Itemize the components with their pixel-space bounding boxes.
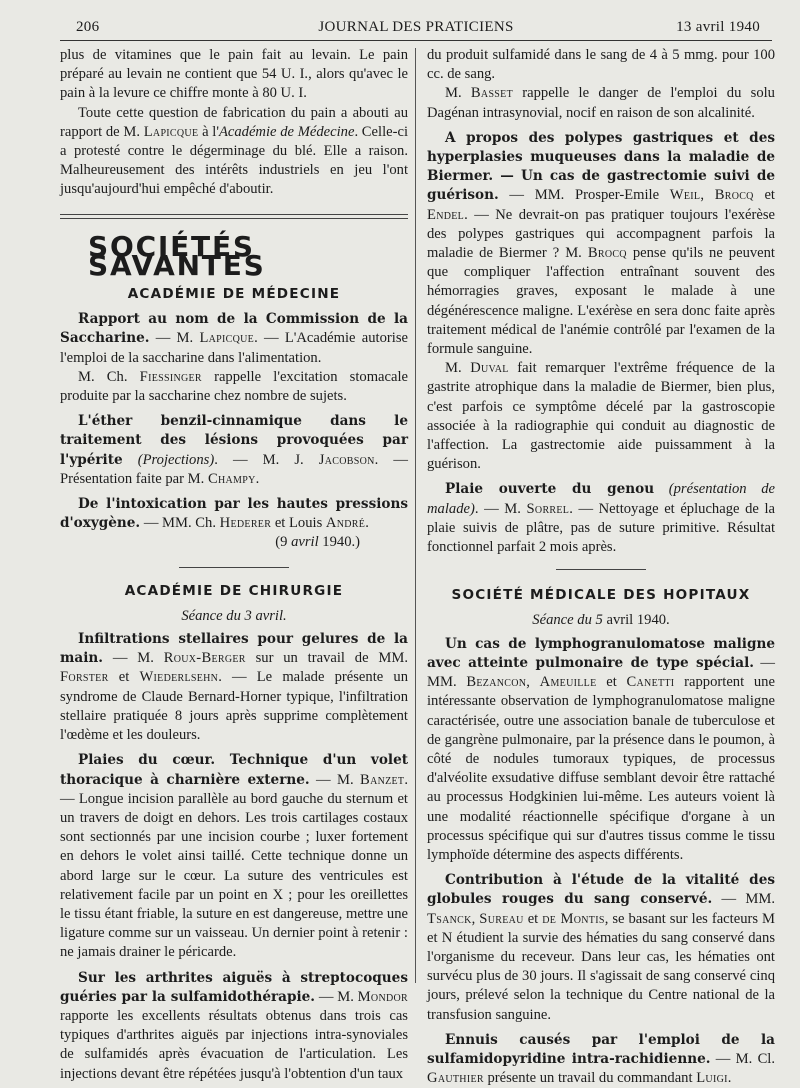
- right-column: [427, 46, 775, 1088]
- intro-paragraph-2: Toute cette question de fabrication du pain a abouti au rapport de M. Lapicque à l'Académie de Médecine. Celle-ci a protesté contre le dégerminage du blé. Elle a raison. Malheureusement des intérêts industriels en jeu l'ont jusqu'aujourd'hui empêché d'aboutir.: [60, 104, 408, 198]
- article-plaies-coeur: Plaies du cœur. Technique d'un volet thoracique à charnière externe. — M. Banzet. — Longue incision parallèle au bord gauche du sternum et un travers de doigt en dehors. Les trois cartilages costaux sont sectionnés par une incision courbe ; luxer fortement en dehors le volet ainsi taillé. Cette technique donne un abord large sur le cœur. La suture des ventricules est relativement facile par un point en X ; pour les oreillettes le tissu étant friable, la suture en est dangereuse, mettre une ligature comme sur un vaisseau. Un dernier point à retenir : ne jamais drainer le péricarde.: [60, 752, 408, 961]
- short-rule: [556, 569, 646, 570]
- article-intoxication: De l'intoxication par les hautes pressions d'oxygène. — MM. Ch. Hederer et Louis André.: [60, 496, 408, 532]
- continued-paragraph: du produit sulfamidé dans le sang de 4 à 5 mmg. pour 100 cc. de sang.: [427, 47, 775, 83]
- article-basset: M. Basset rappelle le danger de l'emploi du solu Dagénan intrasynovial, nocif en raison de son alcalinité.: [427, 85, 775, 121]
- article-polypes: A propos des polypes gastriques et des hyperplasies muqueuses dans la maladie de Biermer. — Un cas de gastrectomie suivi de guérison. — MM. Prosper-Emile Weil, Brocq et Endel. — Ne devrait-on pas pratiquer toujours l'exérèse des polypes gastriques qui accompagnent parfois la maladie de Biermer ? M. Brocq pense qu'ils ne peuvent que compliquer l'affection entraînant souvent des hémorragies graves, exposant le malade à une dégénérescence maligne. L'exérèse en sera donc faite après traitement médical de l'anémie contrôlé par l'examen de la formule sanguine.: [427, 129, 775, 358]
- article-genou: Plaie ouverte du genou (présentation de malade). — M. Sorrel. — Nettoyage et épluchage de la plaie suivis de plâtre, pas de suture primitive. Résultat fonctionnel parfait 2 mois après.: [427, 481, 775, 556]
- section-title: SOCIÉTÉS SAVANTES: [88, 229, 266, 282]
- article-saccharine: Rapport au nom de la Commission de la Saccharine. — M. Lapicque. — L'Académie autorise l'emploi de la saccharine dans l'alimentation.: [60, 311, 408, 366]
- seance-date: Séance du 5 avril 1940.: [532, 612, 670, 629]
- author-name: Lapicque: [143, 123, 199, 140]
- left-column: [60, 46, 408, 1084]
- article-lymphogranulomatose: Un cas de lymphogranulomatose maligne avec atteinte pulmonaire de type spécial. — MM. Bezancon, Ameuille et Canetti rapportent une intéressante observation de lymphogranulomatose maligne caractérisée, outre une association banale de tuberculose et de gangrène pulmonaire, par la présence dans le poumon, à côté de nodules tumoraux typiques, de processus d'alvéolite exsudative diffuse semblant devoir être rattaché au processus Hodgkinien lui-même. Les auteurs voient là une modalité réactionnelle spécifique d'organe à un processus spécifique qui sur d'autres tissus comme le tissu lymphoïde détermine des aspects différents.: [427, 635, 775, 863]
- page-header: [60, 16, 772, 41]
- heading-academie-medecine: ACADÉMIE DE MÉDECINE: [127, 286, 341, 303]
- article-ether: L'éther benzil-cinnamique dans le traitement des lésions provoquées par l'ypérite (Projections). — M. J. Jacobson. — Présentation faite par M. Champy.: [60, 413, 408, 487]
- short-rule: [179, 567, 289, 568]
- column-divider: [415, 48, 416, 983]
- double-rule-divider: [60, 214, 408, 219]
- issue-date: 13 avril 1940: [676, 19, 760, 35]
- intro-paragraph-1: plus de vitamines que le pain fait au levain. Le pain préparé au levain ne contient que 54 U. I., alors qu'avec le pain à la levure ce chiffre monte à 80 U. I.: [60, 47, 408, 102]
- article-fiessinger: M. Ch. Fiessinger rappelle l'excitation stomacale produite par la saccharine chez nombre de sujets.: [60, 368, 409, 405]
- article-arthrites: Sur les arthrites aiguës à streptocoques guéries par la sulfamidothérapie. — M. Mondor rapporte les excellents résultats obtenus dans trois cas typiques d'arthrites aiguës par injections intra-synoviales de sulfamidés après évacuation de l'articulation. Les injections devant être répétées jusqu'à l'obtention d'un taux: [60, 969, 408, 1082]
- article-infiltrations: Infiltrations stellaires pour gelures de la main. — M. Roux-Berger sur un travail de MM. Forster et Wiederlsehn. — Le malade présente un syndrome de Claude Bernard-Horner typique, l'infiltration stellaire pratiquée 8 jours après supprime complètement l'œdème et les douleurs.: [60, 631, 408, 744]
- heading-academie-chirurgie: ACADÉMIE DE CHIRURGIE: [124, 582, 344, 599]
- journal-title: JOURNAL DES PRATICIENS: [318, 19, 514, 35]
- seance-date: Séance du 3 avril.: [181, 607, 287, 624]
- page-number: 206: [76, 19, 100, 35]
- heading-societe-medicale: SOCIÉTÉ MÉDICALE DES HOPITAUX: [451, 587, 751, 604]
- article-sulfamidopyridine: Ennuis causés par l'emploi de la sulfamidopyridine intra-rachidienne. — M. Cl. Gauthier présente un travail du commandant Luigi.: [427, 1031, 776, 1087]
- article-duval: M. Duval fait remarquer l'extrême fréquence de la gastrite atrophique dans la maladie de Biermer, bien plus, c'est parfois ce symptôme décelé par la gastroscopie associée à la radiographie qui conduit au diagnostic de l'affection. La gastrectomie aide puissamment à la guérison.: [427, 360, 775, 473]
- session-date: (9 avril 1940.): [275, 534, 360, 551]
- article-globules-rouges: Contribution à l'étude de la vitalité des globules rouges du sang conservé. — MM. Tsanck, Sureau et de Montis, se basant sur les facteurs M et N étudient la survie des hématies du sang conservé dans l'organisme du receveur. Dans leur cas, les hématies ont survécu plus de 30 jours. Il s'agissait de sang conservé cinq jours, prélevé selon la technique du Centre national de la transfusion sanguine.: [427, 872, 776, 1023]
